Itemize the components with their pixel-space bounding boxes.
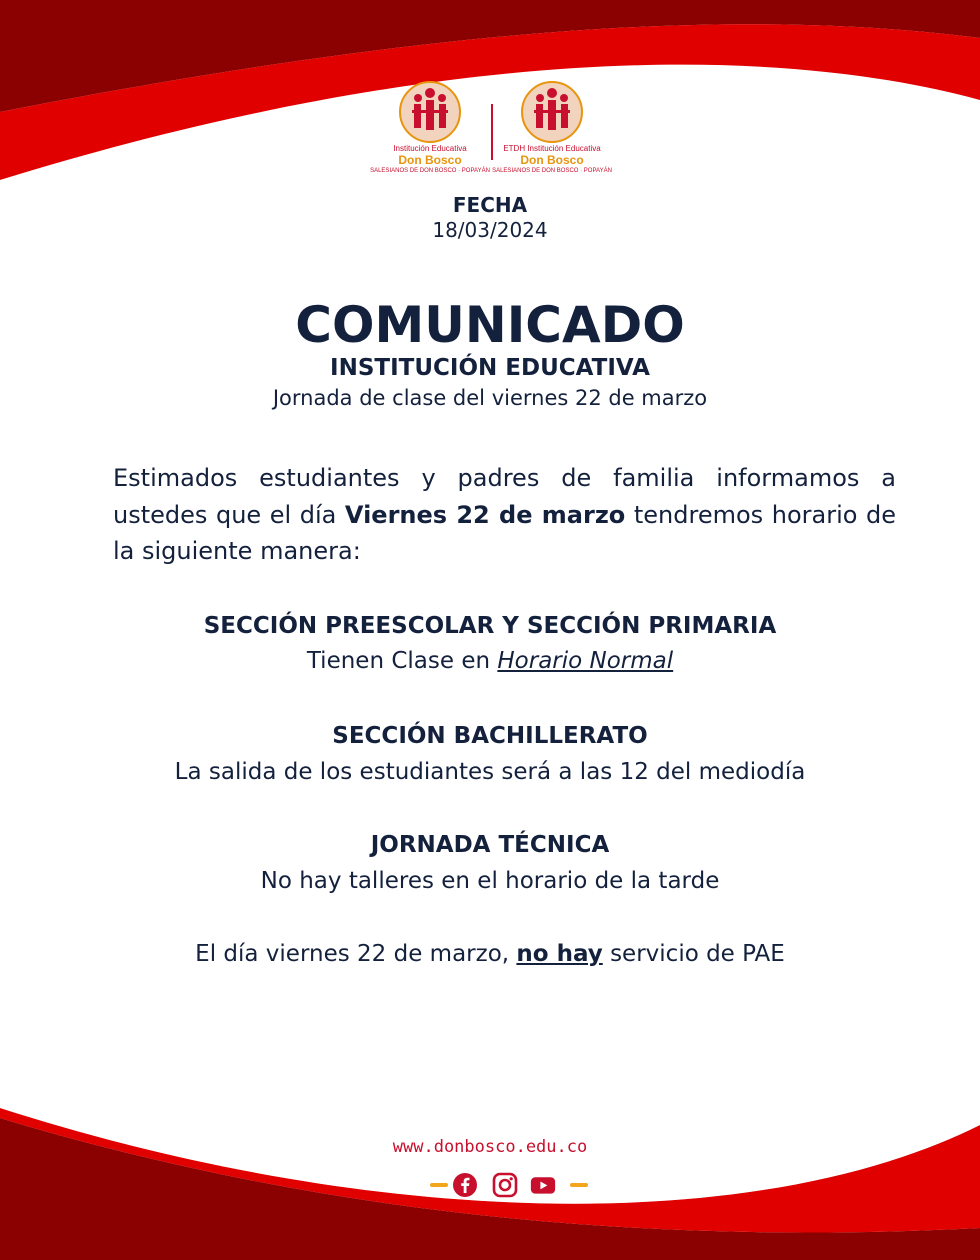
- logo-text-line3: SALESIANOS DE DON BOSCO · POPAYÁN: [492, 168, 612, 174]
- section-text-prefix: Tienen Clase en: [306, 648, 498, 674]
- logo-text-line3: SALESIANOS DE DON BOSCO · POPAYÁN: [370, 168, 490, 174]
- section-text-jornada-tecnica: No hay talleres en el horario de la tarde: [260, 868, 720, 894]
- logo-etdh: [432, 80, 672, 180]
- don-bosco-emblem-icon: [520, 80, 584, 144]
- intro-text-end: tendremos horario de la siguiente manera:: [113, 500, 896, 565]
- social-links: [430, 1170, 590, 1200]
- page-subtitle: INSTITUCIÓN EDUCATIVA: [330, 355, 650, 381]
- logo-text-line1: Institución Educativa: [393, 144, 467, 153]
- pae-notice-prefix: El día viernes 22 de marzo,: [195, 941, 517, 967]
- logo-divider: [491, 104, 493, 160]
- facebook-icon[interactable]: [452, 1172, 478, 1198]
- intro-date-emphasis: Viernes 22 de marzo: [344, 500, 626, 529]
- section-text-preescolar: [0, 648, 980, 674]
- footer-dash-left: [430, 1183, 448, 1187]
- section-heading-preescolar: SECCIÓN PREESCOLAR Y SECCIÓN PRIMARIA: [203, 613, 777, 639]
- pae-notice-suffix: servicio de PAE: [602, 941, 785, 967]
- pae-notice: [0, 941, 980, 967]
- intro-paragraph: [113, 460, 896, 570]
- section-heading-jornada-tecnica: JORNADA TÉCNICA: [370, 832, 610, 858]
- horario-normal-emphasis: Horario Normal: [497, 648, 674, 674]
- pae-no-hay-emphasis: no hay: [516, 941, 603, 967]
- website-link[interactable]: www.donbosco.edu.co: [392, 1137, 588, 1157]
- institution-logos: [0, 80, 980, 180]
- youtube-icon[interactable]: [530, 1172, 556, 1198]
- logo-text-name: Don Bosco: [398, 153, 462, 167]
- date-value: 18/03/2024: [432, 218, 548, 242]
- section-text-bachillerato: La salida de los estudiantes será a las 12 del mediodía: [174, 759, 806, 785]
- section-heading-bachillerato: SECCIÓN BACHILLERATO: [332, 723, 648, 749]
- footer-dash-right: [570, 1183, 588, 1187]
- intro-text-start: Estimados estudiantes y padres de familia informamos a ustedes que el día: [113, 464, 896, 529]
- logo-text-name: Don Bosco: [520, 153, 584, 167]
- instagram-icon[interactable]: [492, 1172, 518, 1198]
- date-label: FECHA: [452, 193, 528, 217]
- page-tagline: Jornada de clase del viernes 22 de marzo: [272, 386, 708, 410]
- logo-text-line1: ETDH Institución Educativa: [503, 144, 601, 153]
- page-title: COMUNICADO: [295, 296, 685, 354]
